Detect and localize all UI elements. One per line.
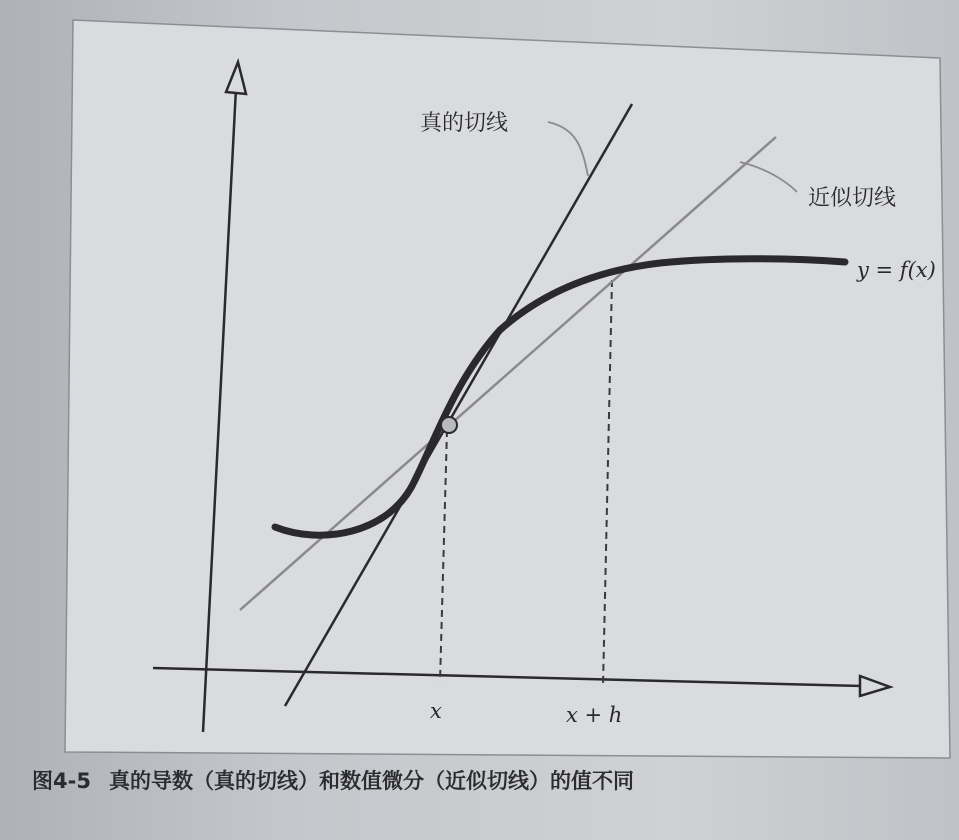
x-tick-label: x bbox=[430, 699, 442, 723]
approx-tangent-label: 近似切线 bbox=[808, 186, 897, 211]
caption-text: 真的导数（真的切线）和数值微分（近似切线）的值不同 bbox=[108, 769, 634, 793]
curve-label: y = f(x) bbox=[857, 258, 936, 282]
figure-caption bbox=[32, 765, 634, 795]
tangent-point bbox=[441, 417, 457, 433]
figure-number: 图4-5 bbox=[32, 769, 91, 793]
xh-tick-label: x + h bbox=[566, 703, 623, 727]
true-tangent-label: 真的切线 bbox=[420, 111, 509, 136]
